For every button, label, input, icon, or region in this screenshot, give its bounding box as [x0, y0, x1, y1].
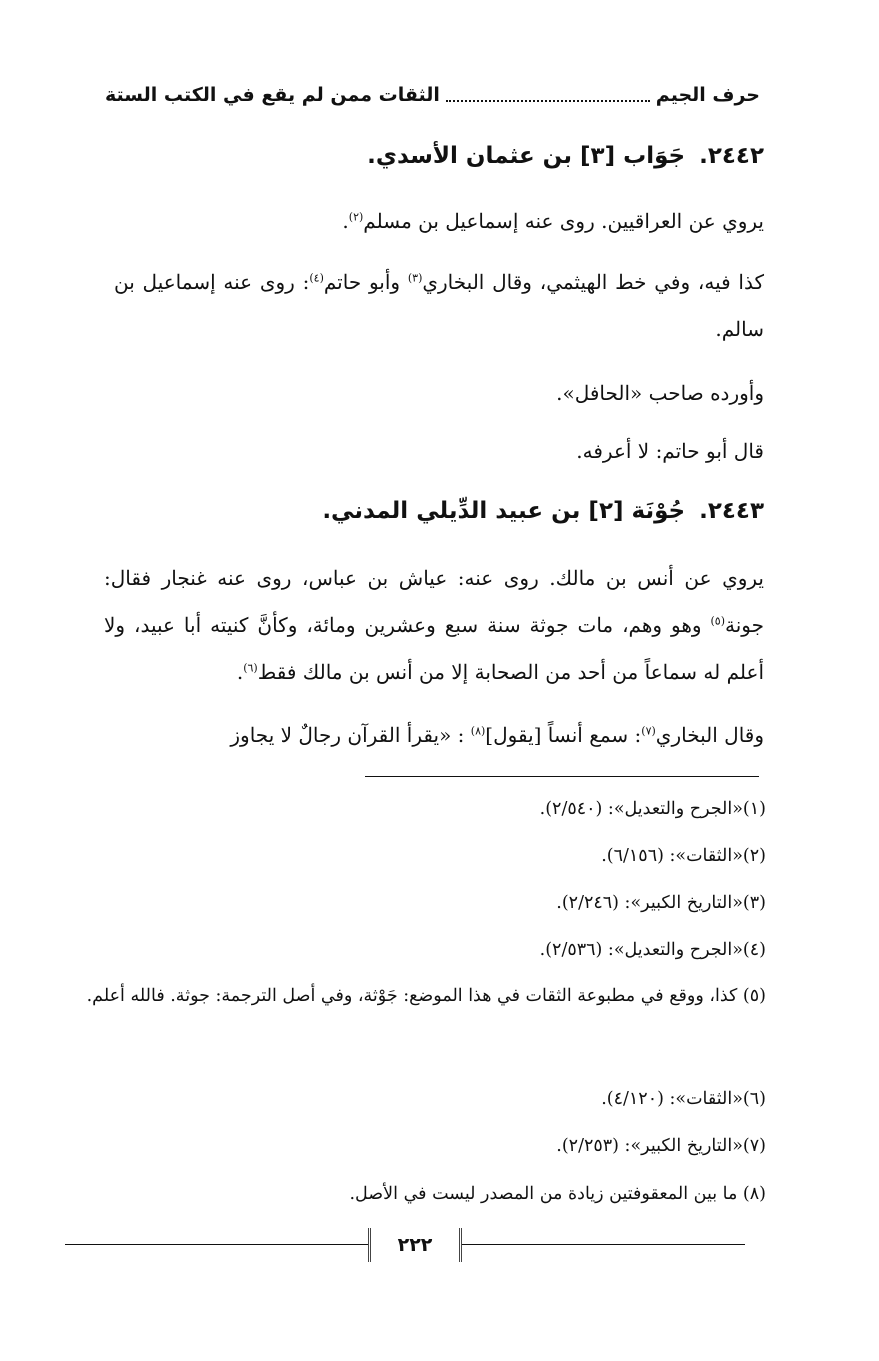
paragraph-text: كذا فيه، وفي خط الهيثمي، وقال البخاري	[422, 270, 764, 294]
footnote: (١)«الجرح والتعديل»: (٢/٥٤٠).	[539, 799, 766, 819]
paragraph	[104, 555, 764, 696]
entry-title: جَوَاب [٣] بن عثمان الأسدي.	[367, 143, 686, 169]
footnote-ref: (٨)	[470, 724, 486, 738]
footnote-ref: (٧)	[641, 724, 656, 738]
paragraph-text: : «يقرأ القرآن رجالٌ لا يجاوز	[230, 723, 471, 747]
footnote-ref: (٤)	[309, 271, 324, 285]
paragraph-text: : روى عنه إسماعيل بن سالم.	[114, 270, 764, 341]
paragraph-text: وهو وهم، مات جوثة سنة سبع وعشرين ومائة، وكأنَّ كنيته أبا عبيد، ولا أعلم له سماعاً من أحد من الصحابة إلا من أنس بن مالك فقط	[104, 613, 764, 684]
paragraph	[114, 370, 764, 417]
entry-heading	[367, 143, 764, 169]
header-book-title: الثقات ممن لم يقع في الكتب الستة	[105, 84, 440, 106]
footnote-ref: (٢)	[348, 210, 364, 224]
header-dot-leader	[446, 100, 650, 102]
footnote: (٧)«التاريخ الكبير»: (٢/٢٥٣).	[556, 1136, 766, 1156]
paragraph-text: وأبو حاتم	[323, 270, 408, 294]
footnote: (٨) ما بين المعقوفتين زيادة من المصدر ليست في الأصل.	[349, 1184, 766, 1204]
footnote: (٣)«التاريخ الكبير»: (٢/٢٤٦).	[556, 893, 766, 913]
page-number: ٢٢٢	[368, 1228, 462, 1262]
paragraph	[114, 428, 764, 475]
footnote-ref: (٣)	[407, 271, 423, 285]
paragraph-text: : سمع أنساً [يقول]	[485, 723, 642, 747]
footnote: (٥) كذا، ووقع في مطبوعة الثقات في هذا الموضع: جَوْثة، وفي أصل الترجمة: جوثة. فالله أعلم.	[86, 986, 766, 1006]
footnote: (٦)«الثقات»: (٤/١٢٠).	[601, 1089, 766, 1109]
paragraph-text: .	[236, 660, 244, 684]
paragraph-text: وأورده صاحب «الحافل».	[556, 381, 764, 405]
footnote-separator	[365, 776, 759, 777]
paragraph	[114, 712, 764, 759]
footnote: (٢)«الثقات»: (٦/١٥٦).	[601, 846, 766, 866]
footnote-ref: (٥)	[710, 614, 726, 628]
paragraph-text: وقال البخاري	[655, 723, 764, 747]
entry-title: جُوْنَة [٢] بن عبيد الدِّيلي المدني.	[322, 498, 686, 524]
entry-number: ٢٤٤٣.	[699, 498, 764, 524]
running-header	[105, 78, 760, 112]
entry-number: ٢٤٤٢.	[699, 143, 764, 169]
paragraph-text: يروي عن العراقيين. روى عنه إسماعيل بن مسلم	[363, 209, 764, 233]
entry-heading	[322, 498, 764, 524]
header-chapter: حرف الجيم	[655, 84, 760, 106]
footnote: (٤)«الجرح والتعديل»: (٢/٥٣٦).	[539, 940, 766, 960]
paragraph-text: .	[342, 209, 349, 233]
paragraph-text: قال أبو حاتم: لا أعرفه.	[576, 439, 764, 463]
paragraph	[114, 198, 764, 245]
paragraph	[114, 259, 764, 353]
footnote-ref: (٦)	[243, 661, 258, 675]
paragraph-text: يروي عن أنس بن مالك. روى عنه: عياش بن عباس، روى عنه غنجار فقال: جونة	[104, 566, 765, 637]
